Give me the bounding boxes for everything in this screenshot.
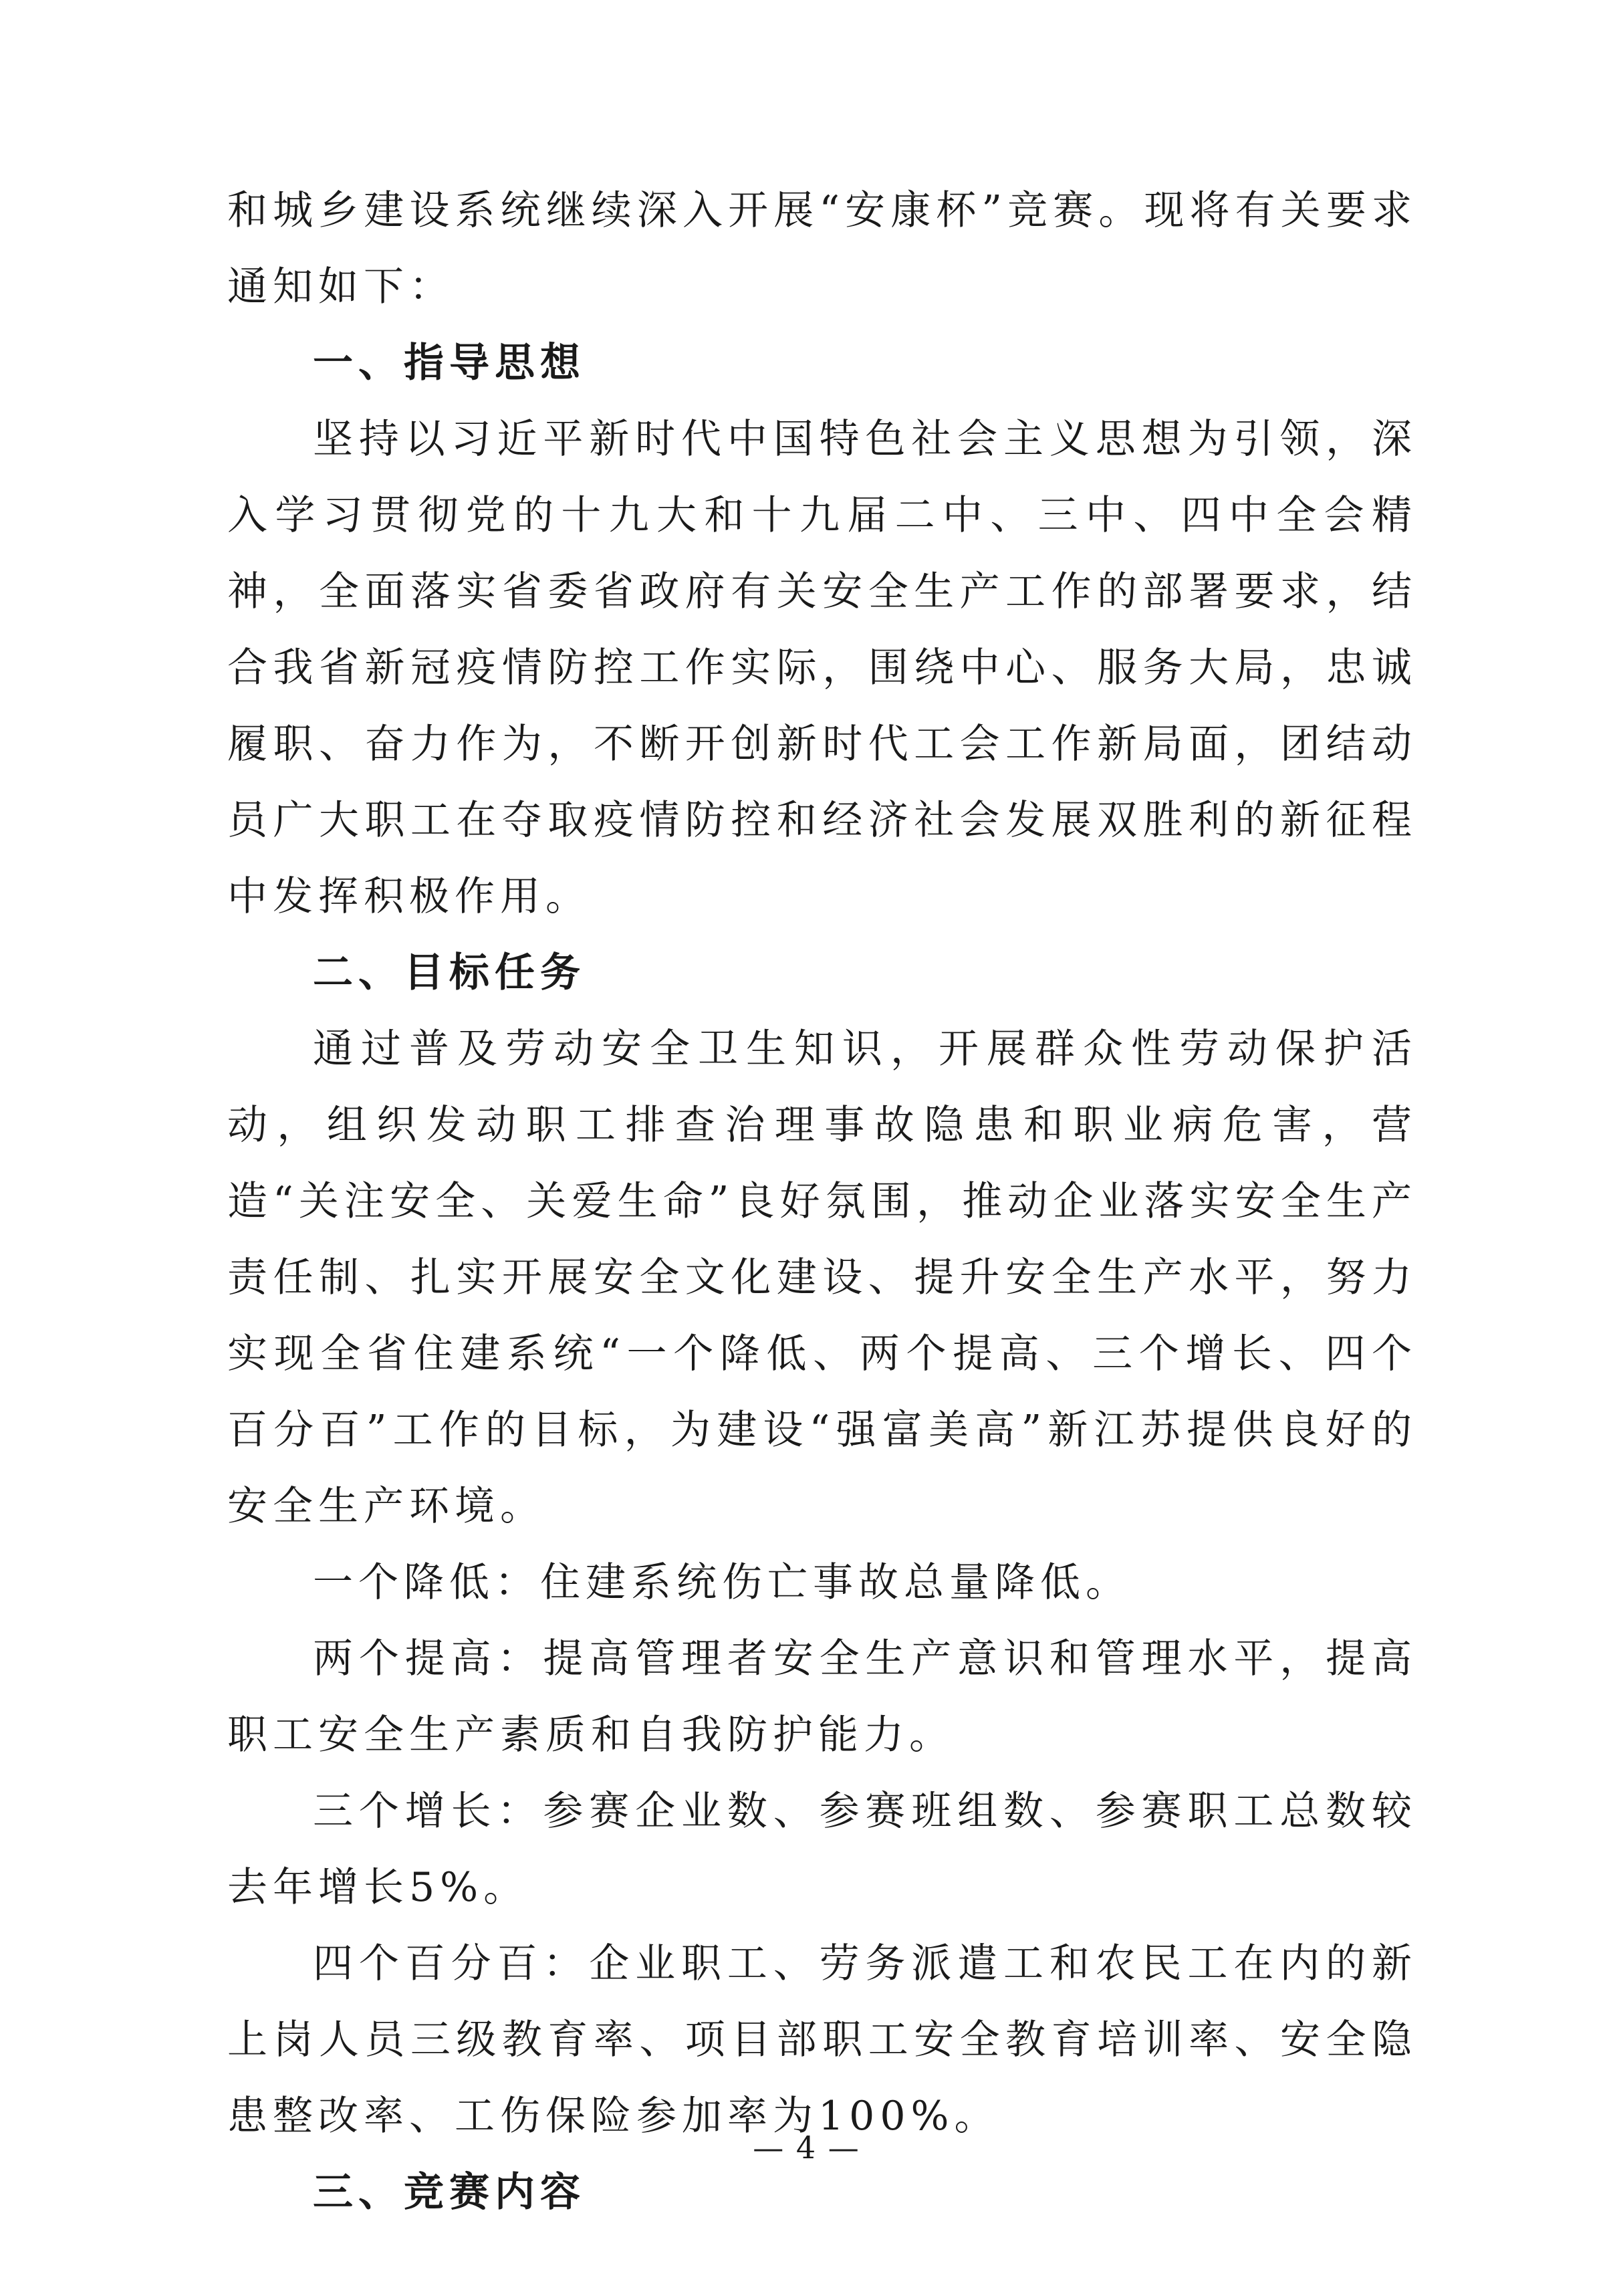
paragraph-four-hundred-percents: 四个百分百：企业职工、劳务派遣工和农民工在内的新上岗人员三级教育率、项目部职工安全教育培训率、安全隐患整改率、工伤保险参加率为100%。 (227, 1940, 1417, 2140)
page-number: — 4 — (753, 2130, 860, 2166)
paragraph-two-improvements: 两个提高：提高管理者安全生产意识和管理水平，提高职工安全生产素质和自我防护能力。 (227, 1635, 1417, 1758)
paragraph-intro: 和城乡建设系统继续深入开展“安康杯”竞赛。现将有关要求通知如下： (227, 187, 1417, 310)
section-heading-goals-tasks: 二、目标任务 (313, 949, 586, 996)
section-heading-competition-content: 三、竞赛内容 (313, 2169, 586, 2216)
section-heading-guiding-ideology: 一、指导思想 (313, 340, 586, 386)
document-body (227, 173, 1417, 2230)
paragraph-guiding-ideology: 坚持以习近平新时代中国特色社会主义思想为引领，深入学习贯彻党的十九大和十九届二中、三中、四中全会精神，全面落实省委省政府有关安全生产工作的部署要求，结合我省新冠疫情防控工作实际，围绕中心、服务大局，忠诚履职、奋力作为，不断开创新时代工会工作新局面，团结动员广大职工在夺取疫情防控和经济社会发展双胜利的新征程中发挥积极作用。 (227, 416, 1417, 920)
paragraph-one-reduction: 一个降低：住建系统伤亡事故总量降低。 (313, 1559, 1131, 1606)
paragraph-goals-tasks: 通过普及劳动安全卫生知识，开展群众性劳动保护活动，组织发动职工排查治理事故隐患和职业病危害，营造“关注安全、关爱生命”良好氛围，推动企业落实安全生产责任制、扎实开展安全文化建设、提升安全生产水平，努力实现全省住建系统“一个降低、两个提高、三个增长、四个百分百”工作的目标，为建设“强富美高”新江苏提供良好的安全生产环境。 (227, 1026, 1417, 1530)
paragraph-three-growths: 三个增长：参赛企业数、参赛班组数、参赛职工总数较去年增长5%。 (227, 1788, 1417, 1911)
